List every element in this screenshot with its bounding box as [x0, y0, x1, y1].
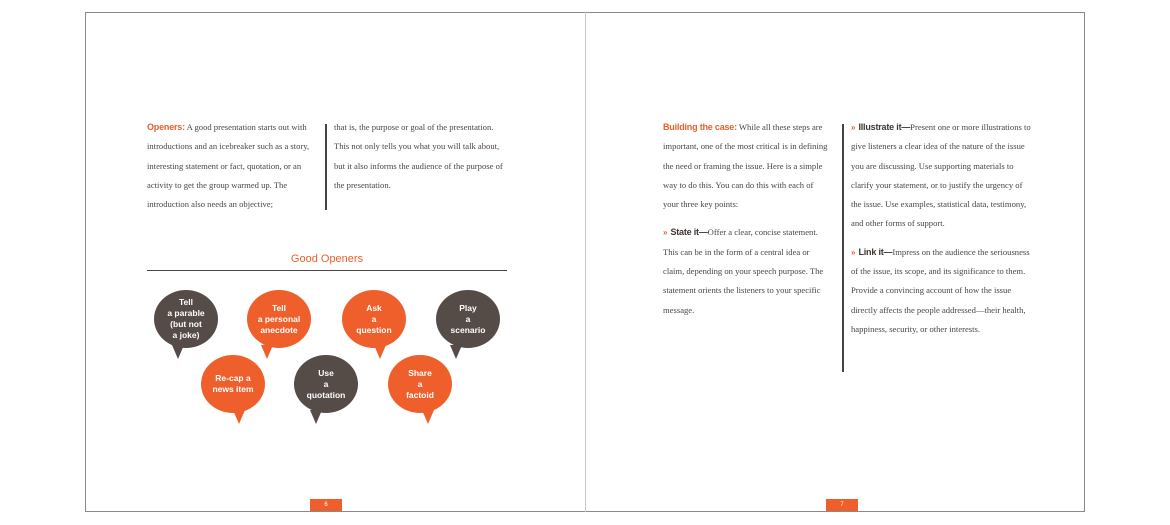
- state-it-text: Offer a clear, concise statement. This can be in the form of a central idea or claim, depending on your speech purpose. The statement orients the listeners to your specific message.: [663, 227, 824, 315]
- building-text: While all these steps are important, one of the most critical is in defining the need or framing the issue. Here is a simple way to do this. You can do this with each of your three key points:: [663, 122, 828, 210]
- openers-text-1: A good presentation starts out with introductions and an icebreaker such as a story, interesting statement or fact, quotation, or an activity to get the group warmed up. The introduction also needs an objective;: [147, 122, 310, 210]
- page-number-left: 6: [310, 499, 342, 511]
- column-divider-left: [325, 124, 327, 210]
- illustrate-it-heading: Illustrate it—: [858, 122, 911, 132]
- bubble-tail: [233, 410, 245, 424]
- openers-heading: Openers:: [147, 122, 185, 132]
- openers-column-1: [147, 118, 319, 214]
- bubble-tail: [374, 345, 386, 359]
- link-it-heading: Link it—: [858, 246, 893, 257]
- bubble-label: Tell a parable (but not a joke): [167, 297, 205, 340]
- bubble-label: Ask a question: [356, 302, 392, 335]
- state-it-heading: State it—: [670, 227, 708, 238]
- bubble-tail: [422, 410, 434, 424]
- openers-column-2: [334, 118, 509, 195]
- opener-bubble-anecdote: [247, 290, 311, 348]
- bubble-tail: [310, 410, 322, 424]
- page-number-right: 7: [826, 499, 858, 511]
- chevron-icon: »: [851, 123, 856, 132]
- bubble-tail: [450, 345, 462, 359]
- illustrate-it-text: Present one or more illustrations to give listeners a clear idea of the nature of the issue you are discussing. Use supporting materials to clarify your statement, or to justify the urgency of the issue. Use examples, statistical data, testimony, and other forms of support.: [851, 122, 1031, 229]
- opener-bubble-question: [342, 290, 406, 348]
- bubble-label: Tell a personal anecdote: [257, 302, 301, 335]
- link-it-text: Impress on the audience the seriousness of the issue, its scope, and its significance to them. Provide a convincing account of how the issue directly affects the people addressed—their health, happiness, security, or other interests.: [851, 246, 1030, 334]
- opener-bubble-factoid: [388, 355, 452, 413]
- link-it-paragraph: [851, 243, 1031, 339]
- building-heading: Building the case:: [663, 122, 737, 132]
- openers-text-2: that is, the purpose or goal of the presentation. This not only tells you what you will talk about, but it also informs the audience of the purpose of the presentation.: [334, 122, 503, 190]
- state-it-paragraph: [663, 223, 831, 319]
- right-column-2: [851, 118, 1031, 339]
- illustrate-it-paragraph: [851, 118, 1031, 234]
- opener-bubble-parable: [154, 290, 218, 348]
- good-openers-rule: [147, 270, 507, 271]
- right-column-1: [663, 118, 831, 320]
- chevron-icon: »: [663, 228, 668, 238]
- page-spine: [585, 12, 586, 512]
- bubble-tail: [261, 345, 273, 359]
- chevron-icon: »: [851, 247, 856, 257]
- good-openers-title: Good Openers: [290, 253, 364, 265]
- bubble-label: Share a factoid: [406, 367, 434, 400]
- bubble-label: Use a quotation: [306, 367, 346, 400]
- building-paragraph: [663, 118, 831, 214]
- bubble-label: Play a scenario: [450, 302, 486, 335]
- opener-bubble-scenario: [436, 290, 500, 348]
- column-divider-right: [842, 124, 844, 372]
- bubble-tail: [172, 345, 184, 359]
- opener-bubble-news: [201, 355, 265, 413]
- opener-bubble-quotation: [294, 355, 358, 413]
- bubble-label: Re-cap a news item: [212, 373, 254, 394]
